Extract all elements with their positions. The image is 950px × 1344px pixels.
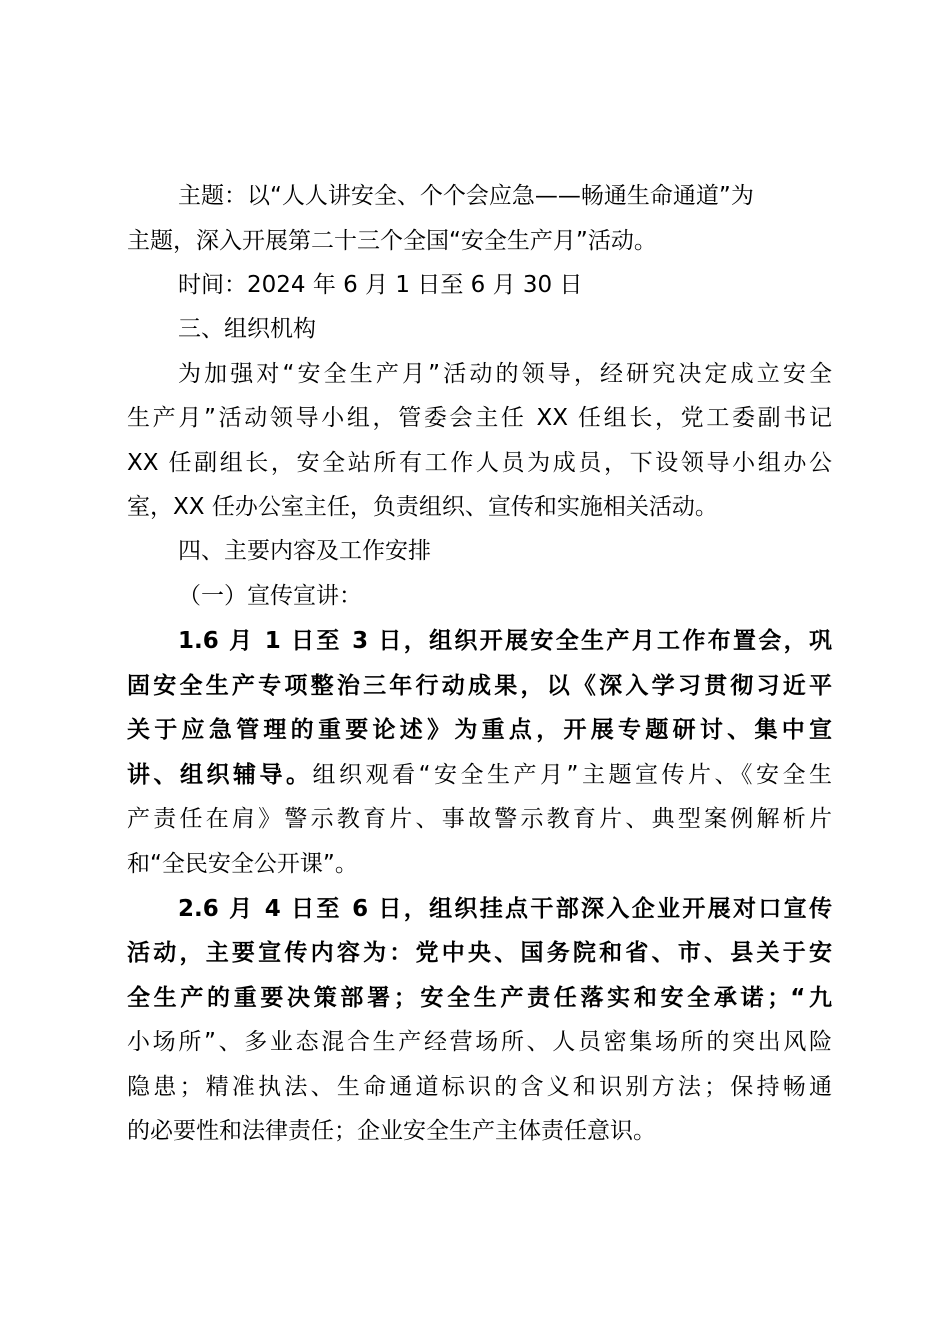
- text-run: 室，XX 任办公室主任，负责组织、宣传和实施相关活动。: [127, 494, 718, 520]
- text-run: （一）宣传宣讲：: [178, 583, 362, 609]
- text-run: 生产月”活动领导小组，管委会主任 XX 任组长，党工委副书记: [127, 405, 832, 431]
- text-line: [127, 448, 832, 478]
- text-run: 和“全民安全公开课”。: [127, 851, 358, 877]
- text-run: 隐患；精准执法、生命通道标识的含义和识别方法；保持畅通: [127, 1074, 832, 1100]
- text-line: [127, 760, 832, 790]
- text-line: [127, 983, 832, 1013]
- section-heading: [178, 536, 832, 566]
- bold-run: 固安全生产专项整治三年行动成果，以《深入学习贯彻习近平: [127, 673, 832, 699]
- text-line: [127, 849, 832, 879]
- text-line: [127, 715, 832, 745]
- bold-run: 关于应急管理的重要论述》为重点，开展专题研讨、集中宣: [127, 717, 832, 743]
- text-run: 三、组织机构: [178, 316, 316, 342]
- bold-run: 讲、组织辅导。: [127, 762, 313, 788]
- bold-run: 全生产的重要决策部署；安全生产责任落实和安全承诺；“九: [127, 985, 832, 1011]
- text-run: 为加强对“安全生产月”活动的领导，经研究决定成立安全: [178, 361, 832, 387]
- text-line: [178, 359, 832, 389]
- text-run: 产责任在肩》警示教育片、事故警示教育片、典型案例解析片: [127, 806, 832, 832]
- text-line: [127, 938, 832, 968]
- text-line: [178, 270, 832, 300]
- text-line: [127, 1072, 832, 1102]
- subsection-heading: [178, 581, 832, 611]
- bold-run: 活动，主要宣传内容为：党中央、国务院和省、市、县关于安: [127, 940, 832, 966]
- text-line: [178, 894, 832, 924]
- text-run: 主题，深入开展第二十三个全国“安全生产月”活动。: [127, 228, 657, 254]
- text-line: [127, 226, 832, 256]
- text-run: 主题：以“人人讲安全、个个会应急——畅通生命通道”为: [178, 183, 754, 209]
- text-run: 组织观看“安全生产月”主题宣传片、《安全生: [312, 762, 832, 788]
- bold-run: 2.6 月 4 日至 6 日，组织挂点干部深入企业开展对口宣传: [178, 896, 832, 922]
- text-line: [127, 492, 832, 522]
- text-line: [127, 1027, 832, 1057]
- section-heading: [178, 314, 832, 344]
- bold-run: 1.6 月 1 日至 3 日，组织开展安全生产月工作布置会，巩: [178, 628, 832, 654]
- text-run: 小场所”、多业态混合生产经营场所、人员密集场所的突出风险: [127, 1029, 832, 1055]
- text-line: [178, 626, 832, 656]
- text-line: [127, 671, 832, 701]
- text-line: [127, 804, 832, 834]
- text-line: [127, 1116, 832, 1146]
- text-run: XX 任副组长，安全站所有工作人员为成员，下设领导小组办公: [127, 450, 832, 476]
- text-run: 时间：2024 年 6 月 1 日至 6 月 30 日: [178, 272, 583, 298]
- text-line: [178, 181, 832, 211]
- text-line: [127, 403, 832, 433]
- text-run: 四、主要内容及工作安排: [178, 538, 431, 564]
- text-run: 的必要性和法律责任；企业安全生产主体责任意识。: [127, 1118, 656, 1144]
